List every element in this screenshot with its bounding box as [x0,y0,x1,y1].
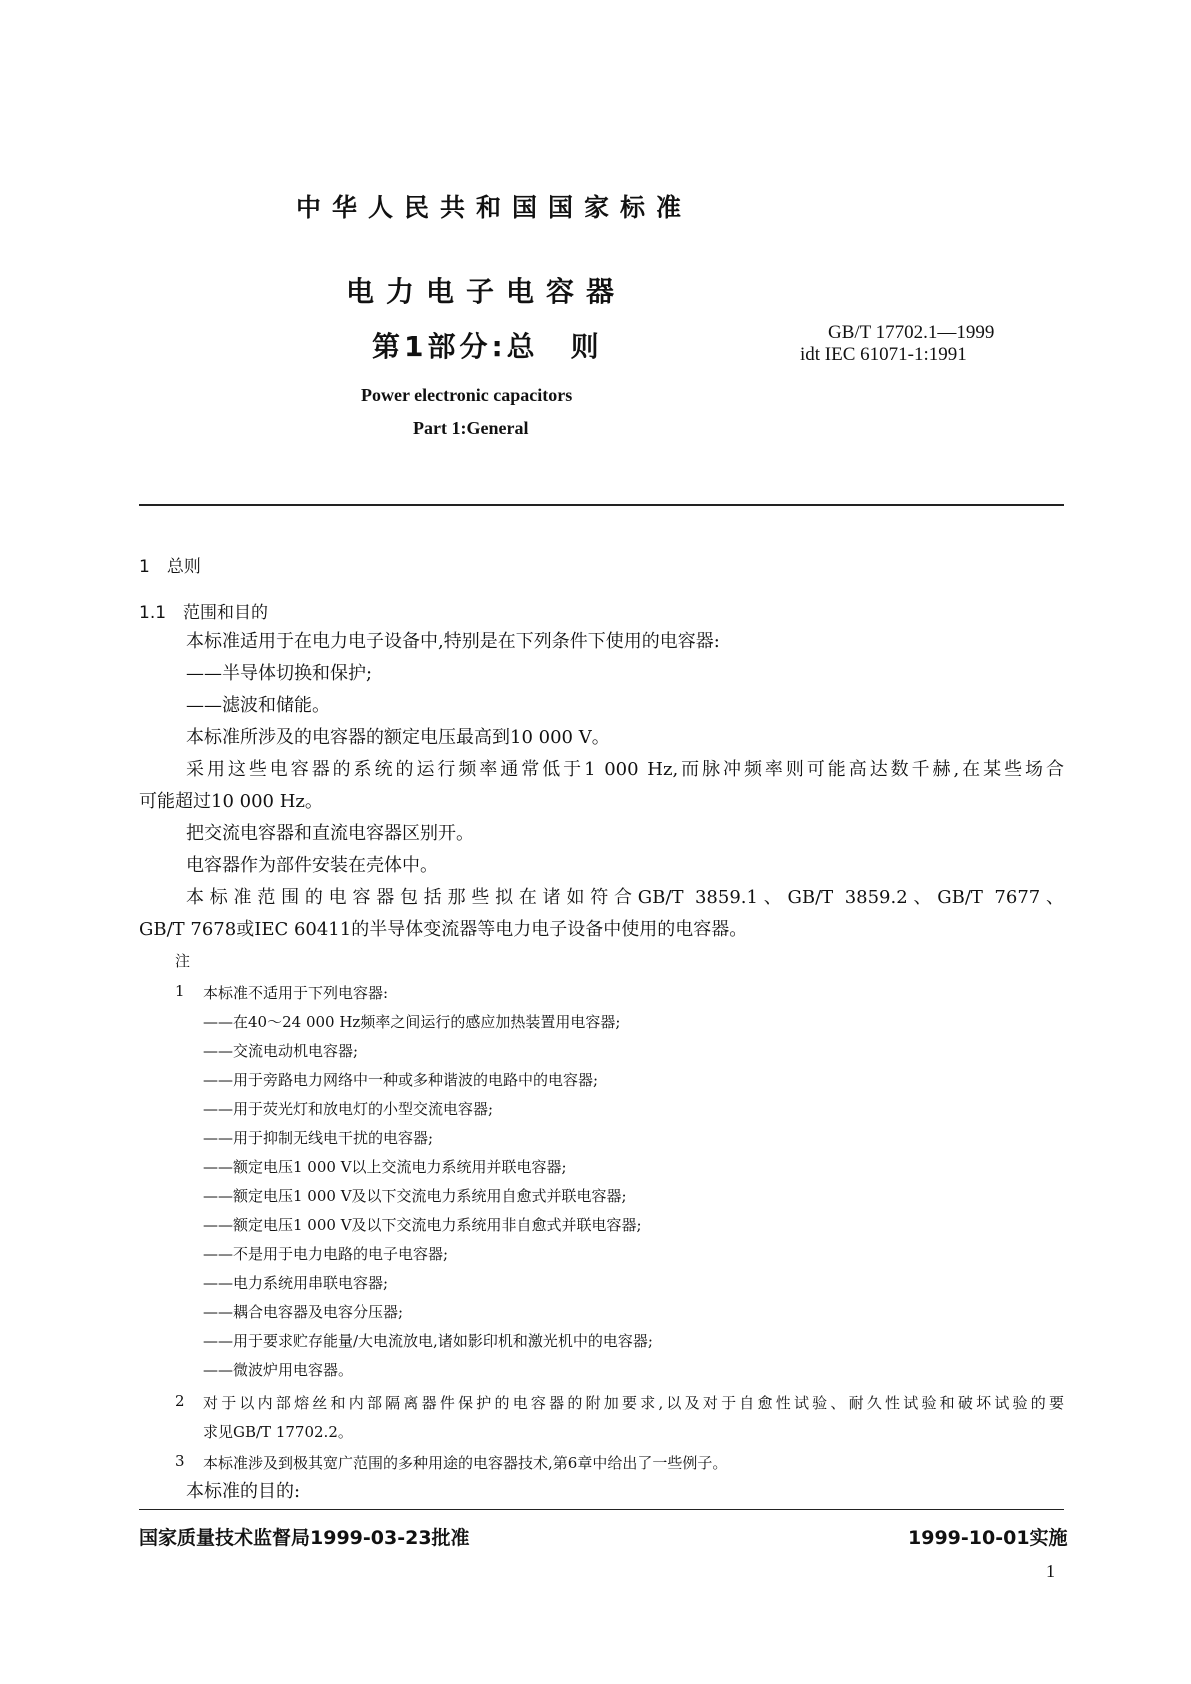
note-list-item: ——交流电动机电容器; [203,1042,359,1060]
document-title-cn: 电力电子电容器 [346,275,627,308]
document-subtitle-cn: 第1部分:总 则 [372,330,603,363]
note-text: 对于以内部熔丝和内部隔离器件保护的电容器的附加要求,以及对于自愈性试验、耐久性试验和破坏试验的要 [203,1394,1064,1412]
note-list-item: ——额定电压1 000 V及以下交流电力系统用自愈式并联电容器; [203,1187,627,1205]
national-standard-title: 中华人民共和国国家标准 [296,193,693,222]
note-list-item: ——微波炉用电容器。 [203,1361,354,1379]
note-list-item: ——不是用于电力电路的电子电容器; [203,1245,449,1263]
note-label: 注 [175,952,191,970]
approval-statement: 国家质量技术监督局1999-03-23批准 [139,1527,470,1549]
note-list-item: ——用于旁路电力网络中一种或多种谐波的电路中的电容器; [203,1071,599,1089]
note-number: 3 [175,1452,185,1470]
standard-equivalence: idt IEC 61071-1:1991 [800,344,967,365]
section-heading: 1 总则 [139,557,201,577]
effective-date: 1999-10-01实施 [908,1527,1068,1549]
note-list-item: ——用于要求贮存能量/大电流放电,诸如影印机和激光机中的电容器; [203,1332,653,1350]
paragraph-line: GB/T 7678或IEC 60411的半导体变流器等电力电子设备中使用的电容器。 [139,919,748,940]
note-text: 本标准不适用于下列电容器: [203,984,389,1002]
paragraph: 电容器作为部件安装在壳体中。 [186,855,438,876]
note-list-item: ——耦合电容器及电容分压器; [203,1303,404,1321]
list-item: ——半导体切换和保护; [186,663,373,684]
paragraph: 本标准所涉及的电容器的额定电压最高到10 000 V。 [186,727,610,748]
standard-number: GB/T 17702.1—1999 [828,322,995,343]
header-divider [139,504,1064,506]
note-number: 1 [175,982,185,1000]
note-list-item: ——电力系统用串联电容器; [203,1274,389,1292]
subsection-heading: 1.1 范围和目的 [139,603,269,623]
document-subtitle-en: Part 1:General [413,418,529,438]
paragraph-line: 采用这些电容器的系统的运行频率通常低于1 000 Hz,而脉冲频率则可能高达数千赫,在某些场合 [186,759,1064,780]
note-text: 本标准涉及到极其宽广范围的多种用途的电容器技术,第6章中给出了一些例子。 [203,1454,728,1472]
note-list-item: ——在40～24 000 Hz频率之间运行的感应加热装置用电容器; [203,1013,621,1031]
note-list-item: ——额定电压1 000 V及以下交流电力系统用非自愈式并联电容器; [203,1216,642,1234]
note-text: 求见GB/T 17702.2。 [203,1423,353,1441]
note-list-item: ——额定电压1 000 V以上交流电力系统用并联电容器; [203,1158,567,1176]
note-list-item: ——用于荧光灯和放电灯的小型交流电容器; [203,1100,494,1118]
footer-divider [139,1509,1064,1510]
paragraph-line: 本标准范围的电容器包括那些拟在诸如符合GB/T 3859.1、GB/T 3859.2、GB/T 7677、 [186,887,1064,908]
note-list-item: ——用于抑制无线电干扰的电容器; [203,1129,434,1147]
paragraph-line: 可能超过10 000 Hz。 [139,791,323,812]
paragraph: 本标准适用于在电力电子设备中,特别是在下列条件下使用的电容器: [186,631,720,652]
paragraph: 把交流电容器和直流电容器区别开。 [186,823,474,844]
list-item: ——滤波和储能。 [186,695,330,716]
page-number: 1 [1046,1561,1055,1581]
note-number: 2 [175,1392,185,1410]
document-title-en: Power electronic capacitors [361,385,573,405]
paragraph: 本标准的目的: [186,1481,301,1502]
